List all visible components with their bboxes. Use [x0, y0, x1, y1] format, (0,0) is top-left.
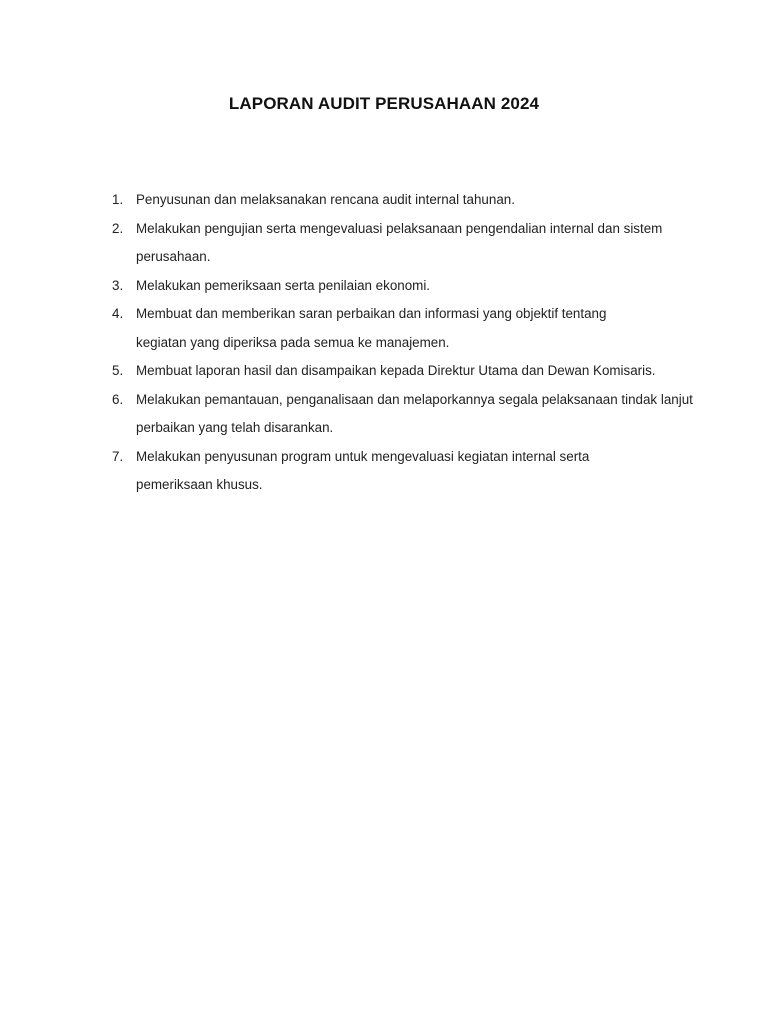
- document-title: LAPORAN AUDIT PERUSAHAAN 2024: [228, 94, 540, 113]
- list-item-text: Melakukan pemantauan, penganalisaan dan melaporkannya segala pelaksanaan tindak lanjut perbaikan yang telah disarankan.: [136, 391, 693, 435]
- list-item: [112, 186, 692, 215]
- list-item-text: Melakukan penyusunan program untuk mengevaluasi kegiatan internal serta pemeriksaan khusus.: [136, 448, 590, 492]
- list-item-number: 5.: [112, 363, 124, 378]
- list-item: [112, 300, 626, 357]
- list-item: [112, 272, 692, 301]
- list-item-text: Penyusunan dan melaksanakan rencana audit internal tahunan.: [136, 192, 515, 207]
- list-item-number: 7.: [112, 448, 124, 464]
- list-item-text: Membuat dan memberikan saran perbaikan dan informasi yang objektif tentang kegiatan yang diperiksa pada semua ke manajemen.: [136, 306, 607, 350]
- list-item-text: Membuat laporan hasil dan disampaikan kepada Direktur Utama dan Dewan Komisaris.: [136, 363, 656, 378]
- list-item-number: 1.: [112, 192, 124, 207]
- list-item-number: 4.: [112, 306, 124, 321]
- audit-task-list: [112, 186, 692, 500]
- list-item: [112, 386, 696, 443]
- list-item: [112, 357, 692, 386]
- list-item: [112, 443, 636, 500]
- list-item-number: 3.: [112, 277, 124, 293]
- list-item-number: 6.: [112, 391, 124, 407]
- list-item-text: Melakukan pemeriksaan serta penilaian ekonomi.: [136, 277, 431, 293]
- list-item-text: Melakukan pengujian serta mengevaluasi pelaksanaan pengendalian internal dan sistem perusahaan.: [136, 220, 663, 264]
- list-item-number: 2.: [112, 220, 124, 236]
- list-item: [112, 215, 676, 272]
